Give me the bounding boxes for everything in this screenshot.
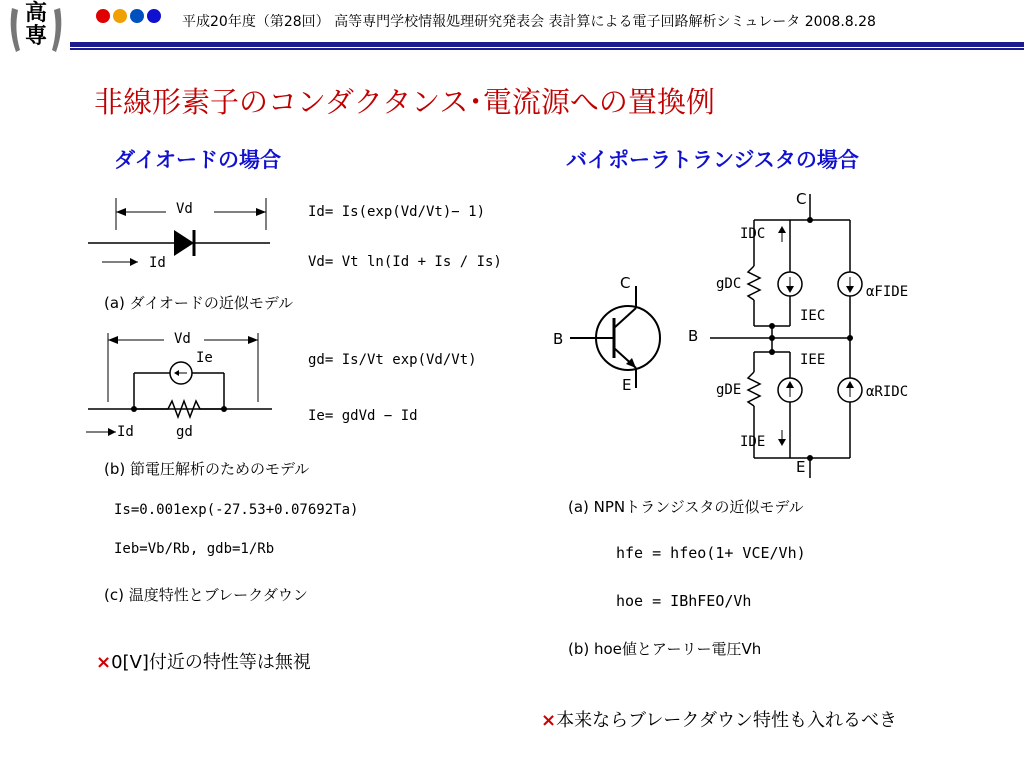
diode-vd-label-a: Vd xyxy=(176,201,193,217)
note-bjt xyxy=(541,706,897,732)
circuit-b-label: B xyxy=(688,327,699,345)
header-rule-thin xyxy=(70,48,1024,50)
label-ide: IDE xyxy=(740,434,766,450)
bjt-symbol-c: C xyxy=(620,274,631,292)
note-diode-text: 0[V]付近の特性等は無視 xyxy=(111,652,311,673)
note-bjt-text: 本来ならブレークダウン特性も入れるべき xyxy=(556,710,898,731)
eq-diode-is: Is=0.001exp(-27.53+0.07692Ta) xyxy=(114,502,359,518)
eq-diode-ie: Ie= gdVd − Id xyxy=(308,408,418,424)
logo-char-2: 専 xyxy=(24,24,47,49)
eq-bjt-hoe: hoe = IBhFEO/Vh xyxy=(616,592,752,610)
cross-icon: × xyxy=(541,710,557,731)
diode-ie-label: Ie xyxy=(196,350,213,366)
bjt-diagram xyxy=(546,186,909,486)
diode-id-label-a: Id xyxy=(149,255,166,271)
eq-diode-gd: gd= Is/Vt exp(Vd/Vt) xyxy=(308,352,477,368)
cross-icon: × xyxy=(96,652,112,673)
diode-diagram xyxy=(82,190,502,450)
note-diode xyxy=(96,648,311,674)
caption-diode-a: (a) ダイオードの近似モデル xyxy=(104,294,294,312)
diode-heading: ダイオードの場合 xyxy=(114,148,281,172)
slide-title: 非線形素子のコンダクタンス･電流源への置換例 xyxy=(94,85,715,119)
caption-diode-b: (b) 節電圧解析のためのモデル xyxy=(104,460,310,478)
bjt-heading: バイポーラトランジスタの場合 xyxy=(566,148,859,172)
circuit-e-label: E xyxy=(796,458,806,476)
diode-id-label-b: Id xyxy=(117,424,134,440)
bjt-symbol-e: E xyxy=(622,376,632,394)
dot-red xyxy=(96,9,110,23)
eq-diode-ieb: Ieb=Vb/Rb, gdb=1/Rb xyxy=(114,541,275,557)
caption-bjt-b: (b) hoe値とアーリー電圧Vh xyxy=(568,640,762,658)
eq-bjt-hfe: hfe = hfeo(1+ VCE/Vh) xyxy=(616,544,806,562)
label-gdc: gDC xyxy=(716,276,742,292)
label-iec: IEC xyxy=(800,308,826,324)
logo-char-1: 高 xyxy=(24,1,47,26)
bjt-symbol-b: B xyxy=(553,330,564,348)
label-iee: IEE xyxy=(800,352,826,368)
label-gde: gDE xyxy=(716,382,742,398)
circuit-c-label: C xyxy=(796,190,807,208)
dot-blue xyxy=(130,9,144,23)
school-logo xyxy=(6,0,66,60)
dot-navy xyxy=(147,9,161,23)
header-text: 平成20年度（第28回） 高等専門学校情報処理研究発表会 表計算による電子回路解析シミュレータ 2008.8.28 xyxy=(182,14,876,30)
label-af-ide: αFIDE xyxy=(866,284,909,300)
label-ar-idc: αRIDC xyxy=(866,384,909,400)
dot-orange xyxy=(113,9,127,23)
caption-diode-c: (c) 温度特性とブレークダウン xyxy=(104,586,308,604)
diode-gd-label: gd xyxy=(176,424,193,440)
header-dots xyxy=(96,9,161,23)
caption-bjt-a: (a) NPNトランジスタの近似モデル xyxy=(568,498,804,516)
diode-vd-label-b: Vd xyxy=(174,331,191,347)
label-idc: IDC xyxy=(740,226,766,242)
eq-diode-vd: Vd= Vt ln(Id + Is / Is) xyxy=(308,254,502,270)
header-rule xyxy=(70,42,1024,47)
eq-diode-id: Id= Is(exp(Vd/Vt)− 1) xyxy=(308,204,486,220)
